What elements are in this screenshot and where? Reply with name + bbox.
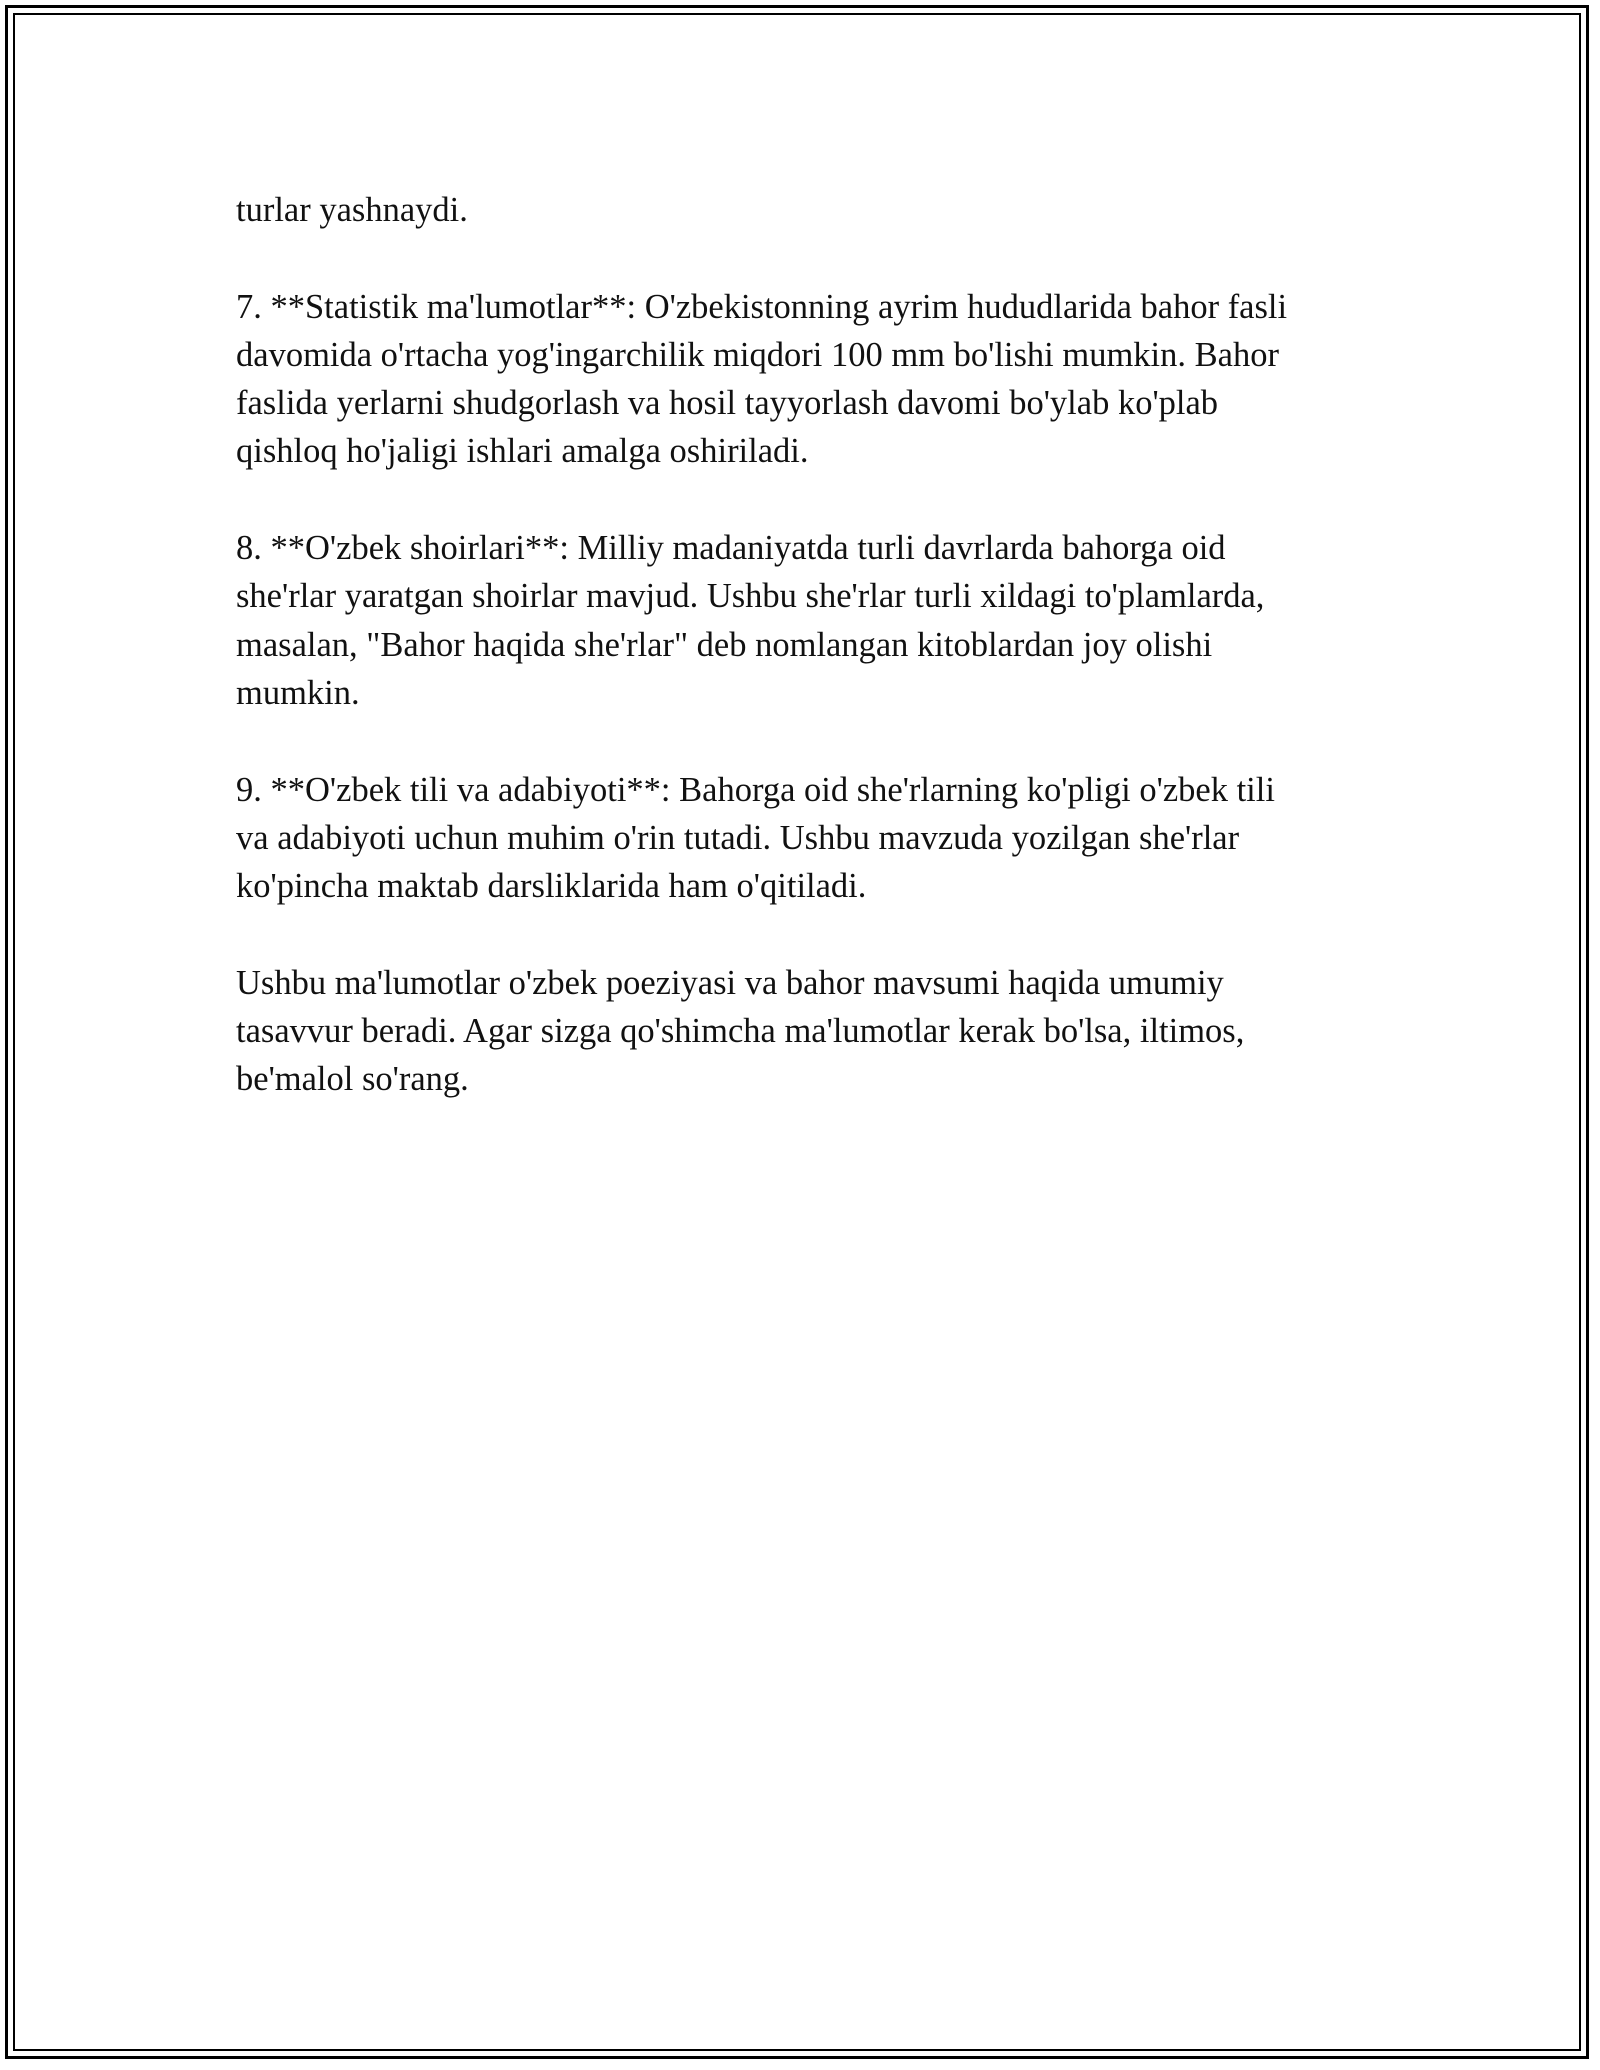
text-line: tasavvur beradi. Agar sizga qo'shimcha ma'lumotlar kerak bo'lsa, iltimos,	[236, 1012, 1245, 1051]
text-line: 7. **Statistik ma'lumotlar**: O'zbekistonning ayrim hududlarida bahor fasli	[236, 287, 1288, 326]
paragraph-continuation	[236, 186, 1376, 234]
text-line: ko'pincha maktab darsliklarida ham o'qitiladi.	[236, 867, 867, 906]
text-line: she'rlar yaratgan shoirlar mavjud. Ushbu she'rlar turli xildagi to'plamlarda,	[236, 577, 1265, 616]
text-line: va adabiyoti uchun muhim o'rin tutadi. Ushbu mavzuda yozilgan she'rlar	[236, 818, 1240, 857]
text-line: Ushbu ma'lumotlar o'zbek poeziyasi va bahor mavsumi haqida umumiy	[236, 963, 1224, 1002]
document-body	[236, 186, 1376, 1152]
paragraph-statistics	[236, 283, 1376, 476]
text-line: davomida o'rtacha yog'ingarchilik miqdori 100 mm bo'lishi mumkin. Bahor	[236, 335, 1279, 374]
paragraph-poets	[236, 524, 1376, 717]
text-line: be'malol so'rang.	[236, 1060, 469, 1099]
text-line: mumkin.	[236, 673, 360, 712]
paragraph-conclusion	[236, 959, 1376, 1104]
text-line: turlar yashnaydi.	[236, 191, 468, 229]
text-line: 9. **O'zbek tili va adabiyoti**: Bahorga oid she'rlarning ko'pligi o'zbek tili	[236, 770, 1275, 809]
text-line: faslida yerlarni shudgorlash va hosil tayyorlash davomi bo'ylab ko'plab	[236, 384, 1219, 423]
text-line: qishloq ho'jaligi ishlari amalga oshiriladi.	[236, 432, 809, 471]
text-line: masalan, "Bahor haqida she'rlar" deb nomlangan kitoblardan joy olishi	[236, 625, 1213, 664]
paragraph-language-literature	[236, 766, 1376, 911]
text-line: 8. **O'zbek shoirlari**: Milliy madaniyatda turli davrlarda bahorga oid	[236, 529, 1226, 568]
